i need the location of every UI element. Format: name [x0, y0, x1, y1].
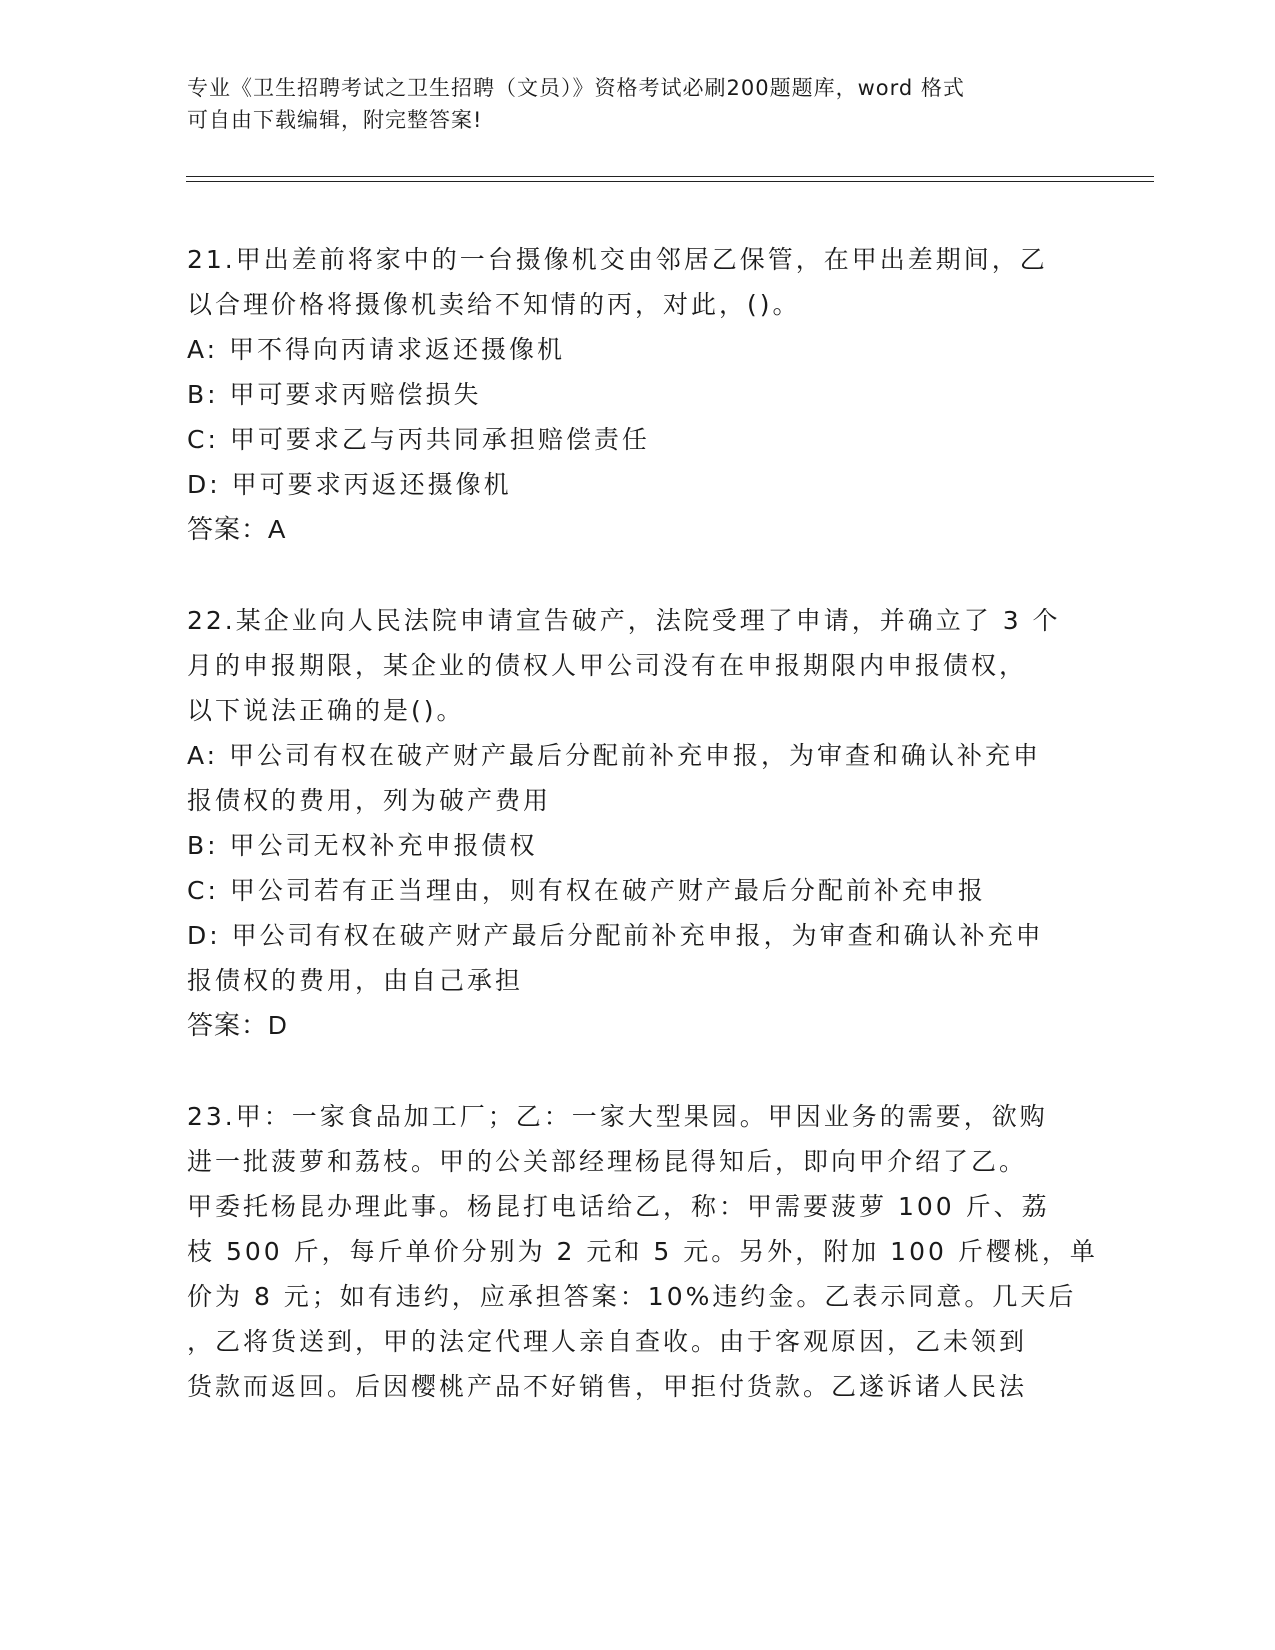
- question-22: [187, 598, 1087, 1048]
- question-21-answer: 答案：A: [187, 514, 287, 544]
- question-21-option-b: B: 甲可要求丙赔偿损失: [187, 380, 482, 409]
- question-23-stem-line-7: 货款而返回。后因樱桃产品不好销售，甲拒付货款。乙遂诉诸人民法: [187, 1372, 1028, 1401]
- question-23-stem-line-5: 价为 8 元；如有违约，应承担答案：10%违约金。乙表示同意。几天后: [187, 1282, 1077, 1311]
- question-23-stem-line-3: 甲委托杨昆办理此事。杨昆打电话给乙，称：甲需要菠萝 100 斤、荔: [187, 1192, 1050, 1221]
- question-22-stem-line-2: 月的申报期限，某企业的债权人甲公司没有在申报期限内申报债权，: [187, 651, 1028, 680]
- question-23-stem-line-6: ，乙将货送到，甲的法定代理人亲自查收。由于客观原因，乙未领到: [187, 1327, 1028, 1356]
- question-22-option-d-line-2: 报债权的费用，由自己承担: [187, 966, 524, 995]
- question-22-option-a-line-2: 报债权的费用，列为破产费用: [187, 786, 552, 815]
- question-23: [187, 1094, 1098, 1409]
- question-22-option-a-line-1: A: 甲公司有权在破产财产最后分配前补充申报，为审查和确认补充申: [187, 741, 1042, 770]
- question-22-option-c: C: 甲公司若有正当理由，则有权在破产财产最后分配前补充申报: [187, 876, 986, 905]
- header-divider-bottom: [186, 181, 1154, 182]
- question-list: [187, 237, 1098, 1455]
- question-21-option-a: A: 甲不得向丙请求返还摄像机: [187, 335, 566, 364]
- question-23-stem-line-2: 进一批菠萝和荔枝。甲的公关部经理杨昆得知后，即向甲介绍了乙。: [187, 1147, 1028, 1176]
- document-header: 专业《卫生招聘考试之卫生招聘（文员）》资格考试必刷200题题库，word 格式 可自由下载编辑，附完整答案!: [187, 76, 965, 132]
- question-23-stem-line-4: 枝 500 斤，每斤单价分别为 2 元和 5 元。另外，附加 100 斤樱桃，单: [187, 1237, 1098, 1266]
- question-21: [187, 237, 1087, 552]
- question-22-option-d-line-1: D: 甲公司有权在破产财产最后分配前补充申报，为审查和确认补充申: [187, 921, 1044, 950]
- question-21-stem-line-1: 21.甲出差前将家中的一台摄像机交由邻居乙保管，在甲出差期间，乙: [187, 245, 1048, 274]
- header-divider-top: [186, 176, 1154, 177]
- question-22-stem-line-3: 以下说法正确的是()。: [187, 696, 465, 725]
- question-21-option-c: C: 甲可要求乙与丙共同承担赔偿责任: [187, 425, 650, 454]
- question-21-stem-line-2: 以合理价格将摄像机卖给不知情的丙，对此，()。: [187, 290, 801, 319]
- question-21-option-d: D: 甲可要求丙返还摄像机: [187, 470, 512, 499]
- question-22-answer: 答案：D: [187, 1010, 288, 1040]
- question-22-stem-line-1: 22.某企业向人民法院申请宣告破产，法院受理了申请，并确立了 3 个: [187, 606, 1061, 635]
- question-22-option-b: B: 甲公司无权补充申报债权: [187, 831, 538, 860]
- question-23-stem-line-1: 23.甲：一家食品加工厂；乙：一家大型果园。甲因业务的需要，欲购: [187, 1102, 1048, 1131]
